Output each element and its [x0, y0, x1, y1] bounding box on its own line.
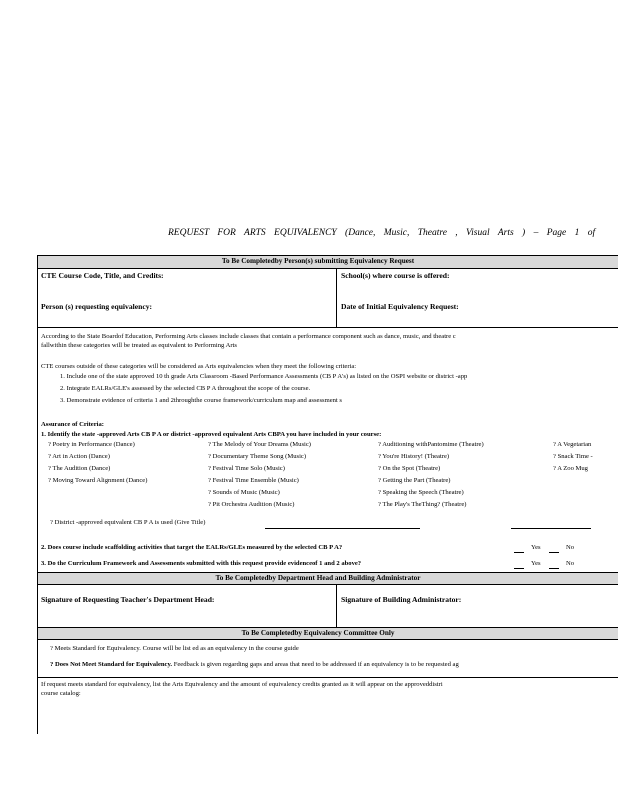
no-blank — [549, 552, 559, 553]
cte-courses-line: CTE courses outside of these categories will be considered as Arts equivalencies when they meet the following criteria: — [41, 363, 357, 370]
intro-line-2: fallwithin these categories will be treated as equivalent to Performing Arts — [41, 342, 237, 349]
no-label: No — [566, 560, 575, 567]
rule — [37, 268, 618, 269]
rule — [37, 639, 618, 640]
yes-blank — [514, 552, 524, 553]
document-title: REQUEST FOR ARTS EQUIVALENCY (Dance, Music, Theatre , Visual Arts ) – Page 1 of — [168, 228, 596, 238]
cbpa-option: ? Art in Action (Dance) — [48, 453, 110, 460]
school-label: School(s) where course is offered: — [341, 271, 450, 280]
rule — [37, 572, 618, 573]
rule — [37, 677, 618, 678]
cbpa-option: ? Poetry in Performance (Dance) — [48, 441, 135, 448]
cbpa-option: ? Speaking the Speech (Theatre) — [378, 489, 464, 496]
not-meets-standard-option — [50, 662, 459, 669]
section3-header: To Be Completedby Equivalency Committee Only — [241, 629, 395, 637]
cbpa-option: ? A Zoo Mug — [553, 465, 588, 472]
yes-label: Yes — [531, 560, 541, 567]
cbpa-option: ? A Vegetarian — [553, 441, 592, 448]
cbpa-option: ? You're History! (Theatre) — [378, 453, 450, 460]
question-2: 2. Does course include scaffolding activities that target the EALRs/GLEs measured by the selected CB P A? — [41, 544, 343, 551]
cbpa-option: ? Documentary Theme Song (Music) — [208, 453, 307, 460]
section2-header: To Be Completedby Department Head and Building Administrator — [215, 574, 421, 582]
cbpa-option: ? Auditioning withPantomime (Theatre) — [378, 441, 484, 448]
rule — [37, 327, 618, 328]
cbpa-option: ? Sounds of Music (Music) — [208, 489, 280, 496]
rule — [37, 584, 618, 585]
not-meets-feedback: Feedback is given regarding gaps and areas that need to be addressed if an equivalency is to be requested ag — [173, 661, 459, 668]
criteria-item-1: 1. Include one of the state approved 10 th grade Arts Classroom -Based Performance Assessments (CB P A's) as listed on the OSPI website or district -app — [60, 373, 468, 380]
no-blank — [549, 568, 559, 569]
cbpa-option: ? The Play's TheThing? (Theatre) — [378, 501, 467, 508]
cbpa-option: ? The Melody of Your Dreams (Music) — [208, 441, 311, 448]
question-3: 3. Do the Curriculum Framework and Assessments submitted with this request provide evidenceof 1 and 2 above? — [41, 560, 362, 567]
criteria-item-2: 2. Integrate EALRs/GLE's assessed by the selected CB P A throughout the scope of the course. — [60, 385, 311, 392]
final-instruction-1: If request meets standard for equivalency, list the Arts Equivalency and the amount of equivalency credits granted as it will appear on the approveddistri — [41, 681, 443, 688]
no-label: No — [566, 544, 575, 551]
district-title-line — [511, 528, 591, 529]
assurance-label: Assurance of Criteria: — [41, 421, 104, 428]
cbpa-option: ? On the Spot (Theatre) — [378, 465, 441, 472]
yes-blank — [514, 568, 524, 569]
criteria-item-3: 3. Demonstrate evidence of criteria 1 and 2throughthe course framework/curriculum map and assessment s — [60, 397, 342, 404]
cbpa-option: ? Pit Orchestra Audition (Music) — [208, 501, 295, 508]
yes-label: Yes — [531, 544, 541, 551]
cbpa-option: ? The Audition (Dance) — [48, 465, 111, 472]
cbpa-option: ? Festival Time Solo (Music) — [208, 465, 285, 472]
assurance-item-1: 1. Identify the state -approved Arts CB P A or district -approved equivalent Arts CBPA you have included in your course: — [41, 431, 382, 438]
teacher-signature-label: Signature of Requesting Teacher's Department Head: — [41, 595, 215, 604]
rule — [37, 627, 618, 628]
final-instruction-2: course catalog: — [41, 690, 81, 697]
date-request-label: Date of Initial Equivalency Request: — [341, 302, 459, 311]
cbpa-option: ? Getting the Part (Theatre) — [378, 477, 451, 484]
intro-line-1: According to the State Boardof Education, Performing Arts classes include classes that contain a performance component such as dance, music, and theatre c — [41, 333, 456, 340]
not-meets-label: ? Does Not Meet Standard for Equivalency. — [50, 661, 173, 668]
cbpa-option: ? Festival Time Ensemble (Music) — [208, 477, 299, 484]
cte-course-label: CTE Course Code, Title, and Credits: — [41, 271, 164, 280]
column-divider — [336, 268, 337, 327]
admin-signature-label: Signature of Building Administrator: — [341, 595, 462, 604]
district-cbpa-option: ? District -approved equivalent CB P A is used (Give Title) — [50, 519, 206, 526]
cbpa-option: ? Moving Toward Alignment (Dance) — [48, 477, 148, 484]
person-requesting-label: Person (s) requesting equivalency: — [41, 302, 153, 311]
district-title-line — [265, 528, 420, 529]
meets-standard-option: ? Meets Standard for Equivalency. Course will be list ed as an equivalency in the course guide — [50, 645, 299, 652]
column-divider — [336, 584, 337, 627]
cbpa-option: ? Snack Time - — [553, 453, 593, 460]
section1-header: To Be Completedby Person(s) submitting Equivalency Request — [221, 257, 415, 265]
